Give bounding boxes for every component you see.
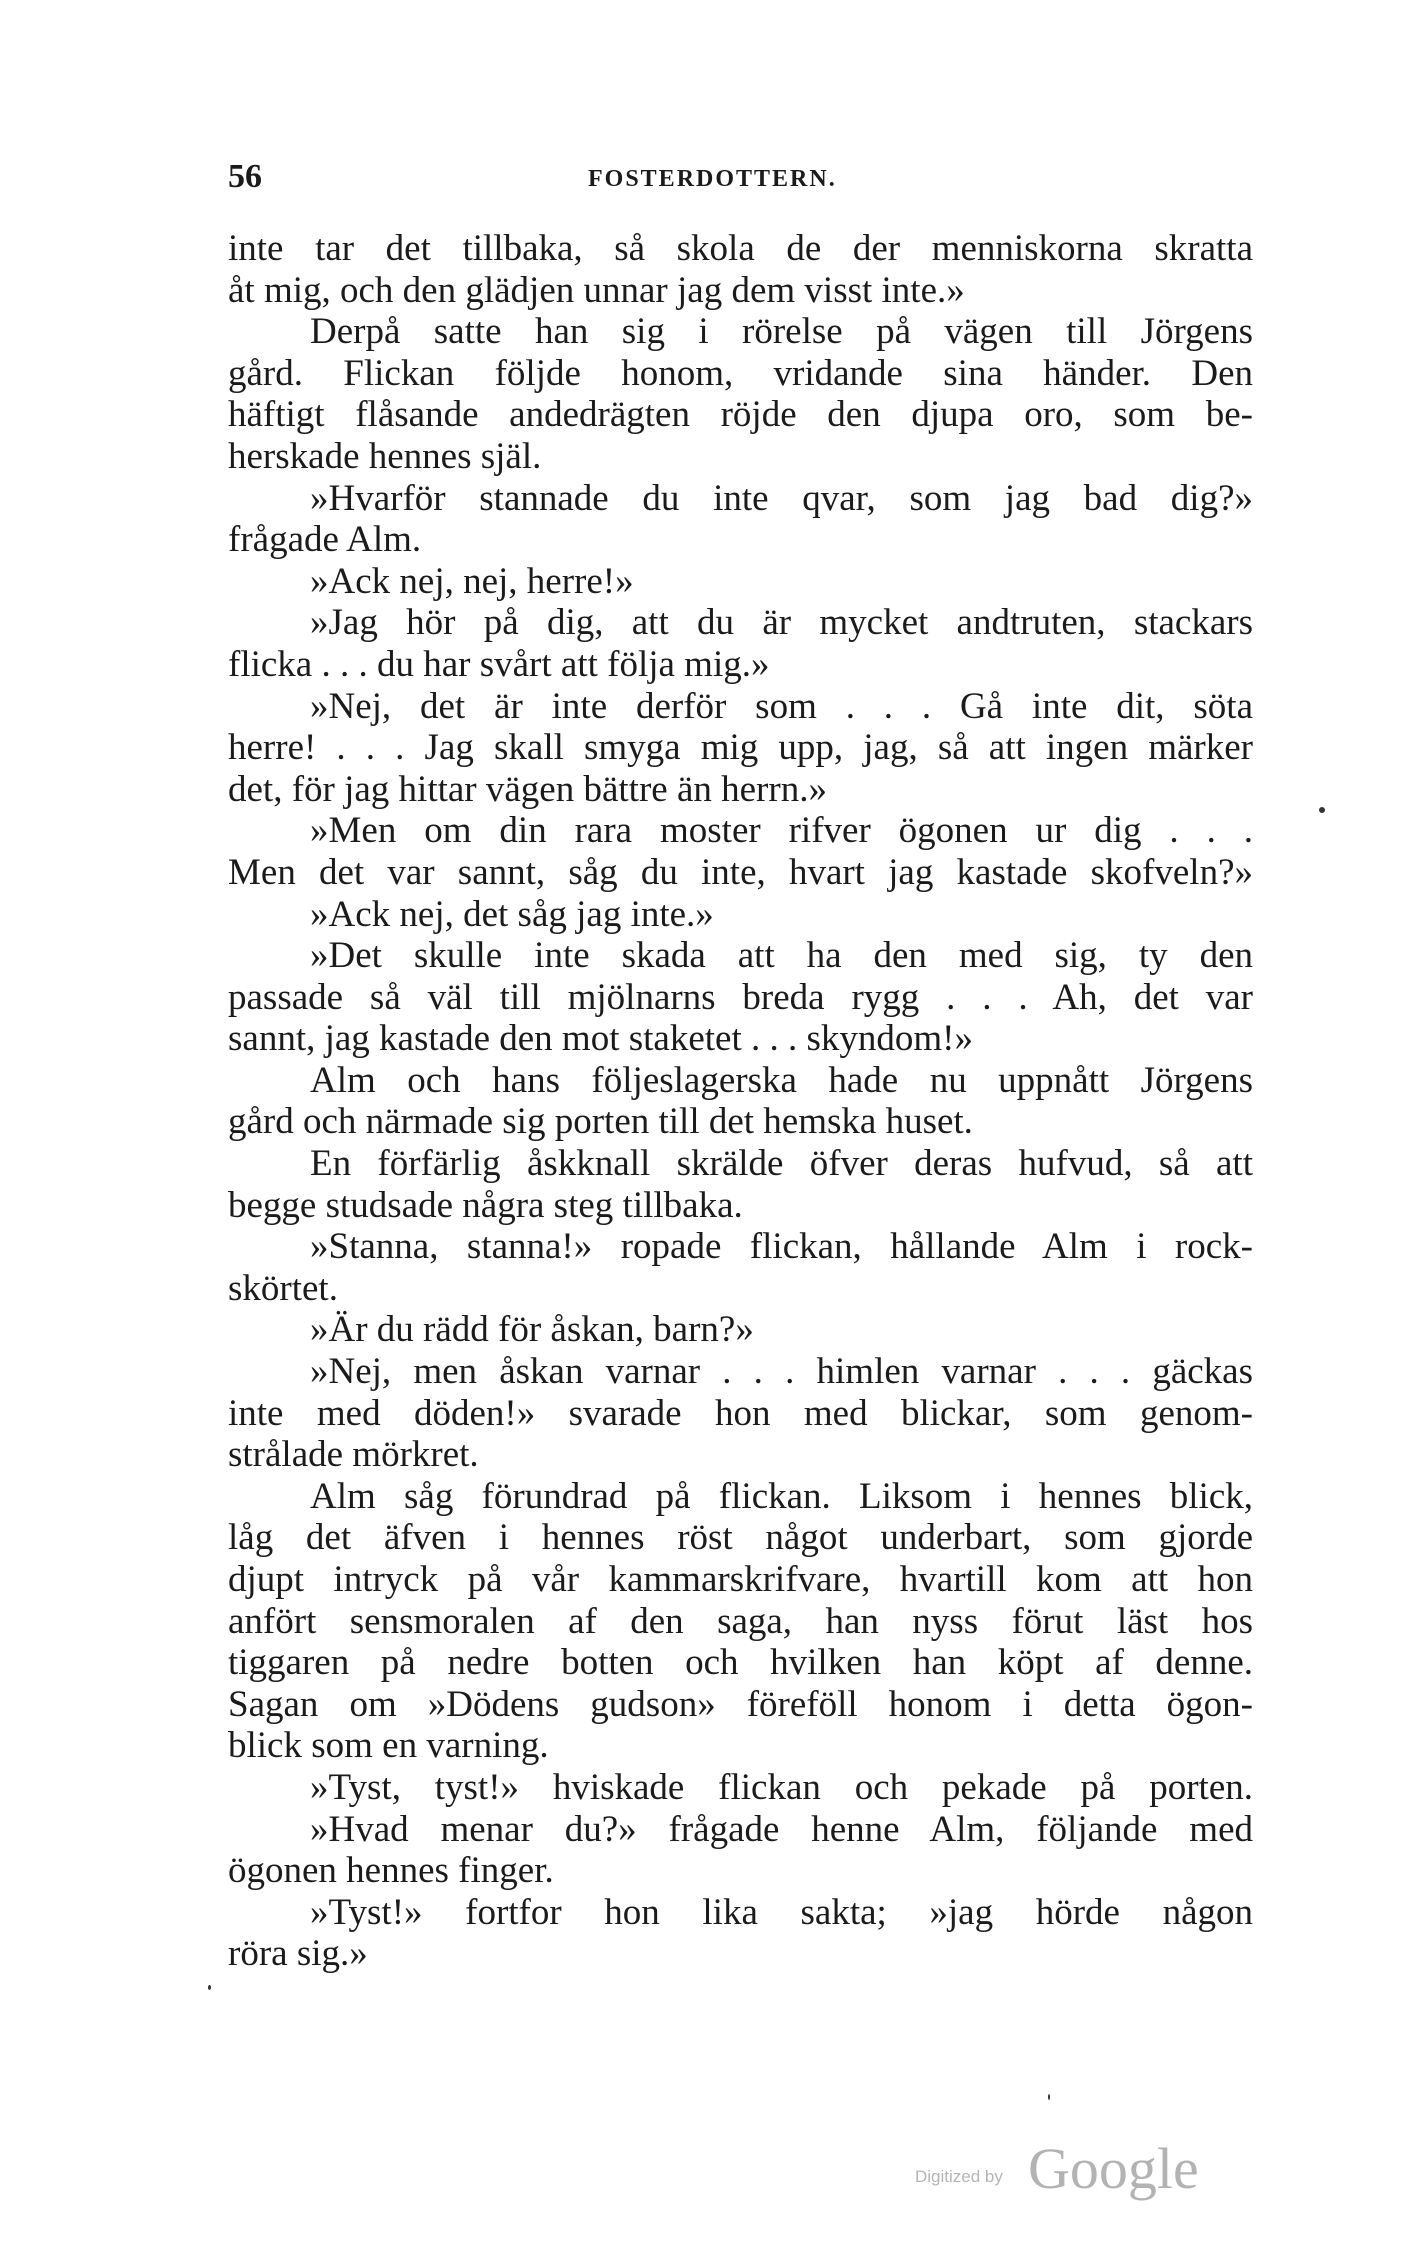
- text-line: »Nej, det är inte derför som . . . Gå inte dit, söta: [310, 685, 1253, 727]
- google-logo: Google: [1028, 2136, 1199, 2201]
- text-line: »Tyst, tyst!» hviskade flickan och pekade på porten.: [310, 1766, 1253, 1808]
- body-text: [228, 228, 1253, 1975]
- text-line: det, för jag hittar vägen bättre än herrn.»: [228, 768, 827, 810]
- text-line: »Är du rädd för åskan, barn?»: [310, 1309, 754, 1351]
- text-line: »Hvarför stannade du inte qvar, som jag bad dig?»: [310, 477, 1253, 519]
- ink-speck: [1319, 807, 1325, 813]
- text-line: strålade mörkret.: [228, 1434, 479, 1476]
- text-line: Alm och hans följeslagerska hade nu uppnått Jörgens: [310, 1059, 1253, 1101]
- text-line: djupt intryck på vår kammarskrifvare, hvartill kom att hon: [228, 1559, 1253, 1600]
- text-line: åt mig, och den glädjen unnar jag dem visst inte.»: [228, 269, 965, 311]
- text-line: »Ack nej, det såg jag inte.»: [310, 893, 714, 935]
- text-line: häftigt flåsande andedrägten röjde den djupa oro, som be-: [228, 394, 1253, 436]
- digitized-by-google-watermark: [915, 2135, 1235, 2205]
- page-header: [228, 158, 1253, 208]
- text-line: »Men om din rara moster rifver ögonen ur dig . . .: [310, 810, 1253, 852]
- text-line: låg det äfven i hennes röst något underbart, som gjorde: [228, 1517, 1253, 1559]
- text-line: frågade Alm.: [228, 519, 422, 561]
- text-line: flicka . . . du har svårt att följa mig.»: [228, 643, 770, 685]
- text-line: gård och närmade sig porten till det hemska huset.: [228, 1101, 973, 1143]
- text-line: gård. Flickan följde honom, vridande sina händer. Den: [228, 352, 1253, 394]
- text-line: Sagan om »Dödens gudson» föreföll honom i detta ögon-: [228, 1683, 1253, 1725]
- text-line: ögonen hennes finger.: [228, 1850, 554, 1892]
- text-line: En förfärlig åskknall skrälde öfver deras hufvud, så att: [310, 1143, 1253, 1185]
- text-line: Alm såg förundrad på flickan. Liksom i hennes blick,: [310, 1475, 1253, 1517]
- text-line: Derpå satte han sig i rörelse på vägen till Jörgens: [310, 311, 1253, 353]
- text-line: »Ack nej, nej, herre!»: [310, 560, 634, 602]
- running-title: FOSTERDOTTERN.: [588, 166, 837, 192]
- page-number: 56: [228, 158, 262, 195]
- text-line: tiggaren på nedre botten och hvilken han köpt af denne.: [228, 1642, 1253, 1684]
- text-line: herre! . . . Jag skall smyga mig upp, jag, så att ingen märker: [228, 727, 1253, 769]
- ink-speck: [1048, 2094, 1050, 2100]
- text-line: herskade hennes själ.: [228, 435, 542, 477]
- text-line: skörtet.: [228, 1267, 338, 1309]
- text-line: blick som en varning.: [228, 1725, 549, 1767]
- text-line: »Jag hör på dig, att du är mycket andtruten, stackars: [310, 602, 1253, 644]
- text-line: Men det var sannt, såg du inte, hvart jag kastade skofveln?»: [228, 851, 1253, 893]
- text-line: »Nej, men åskan varnar . . . himlen varnar . . . gäckas: [310, 1351, 1253, 1393]
- text-line: »Stanna, stanna!» ropade flickan, hållande Alm i rock-: [310, 1226, 1253, 1268]
- text-line: anfört sensmoralen af den saga, han nyss förut läst hos: [228, 1600, 1253, 1642]
- ink-speck: [208, 1985, 211, 1990]
- text-line: sannt, jag kastade den mot staketet . . . skyndom!»: [228, 1018, 973, 1060]
- watermark-caption: Digitized by: [915, 2167, 1003, 2186]
- text-line: röra sig.»: [228, 1933, 368, 1975]
- text-line: »Tyst!» fortfor hon lika sakta; »jag hörde någon: [310, 1891, 1253, 1933]
- text-line: begge studsade några steg tillbaka.: [228, 1184, 743, 1226]
- text-line: inte med döden!» svarade hon med blickar, som genom-: [228, 1392, 1253, 1434]
- text-line: passade så väl till mjölnarns breda rygg . . . Ah, det var: [228, 976, 1253, 1018]
- text-line: inte tar det tillbaka, så skola de der menniskorna skratta: [228, 228, 1253, 269]
- text-line: »Hvad menar du?» frågade henne Alm, följande med: [310, 1808, 1253, 1850]
- text-line: »Det skulle inte skada att ha den med sig, ty den: [310, 935, 1253, 977]
